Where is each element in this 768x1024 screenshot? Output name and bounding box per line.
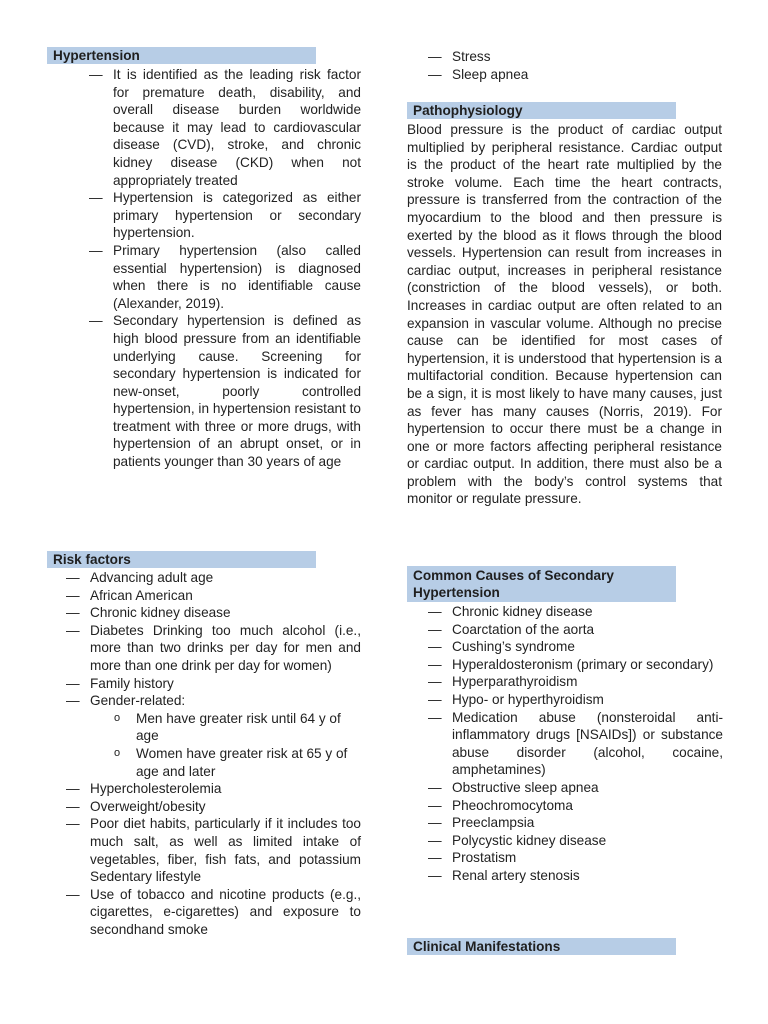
list-item-text: Secondary hypertension is defined as high blood pressure from an identifiable underlying cause. Screening for secondary hypertension is indicated for new-onset, poorly controlled hypertension, in hypertension resistant to treatment with three or more drugs, with hypertension of an abrupt onset, or in patients younger than 30 years of age (113, 313, 361, 470)
list-item (428, 673, 723, 691)
list-item (66, 569, 361, 587)
dash-marker: — (66, 570, 80, 585)
secondary-causes-header: Common Causes of Secondary Hypertension (407, 566, 676, 602)
dash-marker: — (66, 622, 80, 638)
dash-marker: — (428, 815, 442, 831)
dash-marker: — (428, 709, 442, 725)
dash-marker: — (428, 691, 442, 707)
list-item (428, 867, 723, 885)
list-item (428, 691, 723, 709)
risk-factors-list (66, 569, 361, 938)
circle-bullet-icon: o (114, 746, 121, 759)
dash-marker: — (428, 49, 442, 64)
list-item (428, 66, 723, 84)
list-item-text: Prostatism (452, 850, 517, 866)
list-item (428, 656, 723, 674)
dash-marker: — (66, 693, 80, 709)
dash-marker: — (66, 675, 80, 691)
list-item (66, 780, 361, 798)
list-item-text: It is identified as the leading risk factor for premature death, disability, and overall disease burden worldwide because it may lead to cardiovascular disease (CVD), stroke, and chronic kidney disease (CKD) when not appropriately treated (113, 67, 361, 188)
sub-list-item-text: Men have greater risk until 64 y of age (136, 710, 341, 744)
list-item (428, 638, 723, 656)
dash-marker: — (89, 242, 103, 258)
list-item-text: Obstructive sleep apnea (452, 779, 599, 795)
list-item (89, 66, 361, 189)
dash-marker: — (66, 605, 80, 621)
dash-marker: — (428, 656, 442, 672)
dash-marker: — (428, 639, 442, 655)
dash-marker: — (428, 832, 442, 848)
dash-marker: — (428, 66, 442, 82)
pathophysiology-header: Pathophysiology (407, 102, 676, 119)
list-item (66, 692, 361, 780)
list-item (428, 603, 723, 621)
dash-marker: — (428, 604, 442, 619)
list-item (428, 797, 723, 815)
dash-marker: — (89, 67, 103, 82)
dash-marker: — (66, 886, 80, 902)
list-item-text: Diabetes Drinking too much alcohol (i.e., more than two drinks per day for men and more than one drink per day for women) (90, 622, 361, 673)
list-item-text: Hypo- or hyperthyroidism (452, 691, 604, 707)
dash-marker: — (428, 797, 442, 813)
list-item-text: Poor diet habits, particularly if it includes too much salt, as well as limited intake of vegetables, fiber, fish fats, and potassium Sedentary lifestyle (90, 816, 361, 885)
list-item (428, 832, 723, 850)
dash-marker: — (428, 779, 442, 795)
list-item-text: Gender-related: (90, 693, 186, 709)
dash-marker: — (89, 190, 103, 206)
gender-sublist (111, 710, 361, 780)
hypertension-header: Hypertension (47, 47, 316, 64)
list-item (89, 242, 361, 312)
list-item-text: African American (90, 587, 193, 603)
circle-bullet-icon: o (114, 711, 121, 724)
risk-factors-continued-list (428, 48, 723, 83)
list-item-text: Hypercholesterolemia (90, 781, 222, 797)
list-item (428, 621, 723, 639)
list-item (428, 779, 723, 797)
list-item-text: Medication abuse (nonsteroidal anti-inflammatory drugs [NSAIDs]) or substance abuse disorder (alcohol, cocaine, amphetamines) (452, 709, 723, 778)
dash-marker: — (66, 587, 80, 603)
list-item-text: Primary hypertension (also called essential hypertension) is diagnosed when there is no identifiable cause (Alexander, 2019). (113, 242, 361, 311)
hypertension-list (89, 66, 361, 471)
dash-marker: — (428, 867, 442, 883)
list-item-text: Hypertension is categorized as either primary hypertension or secondary hypertension. (113, 190, 361, 241)
list-item-text: Advancing adult age (90, 570, 214, 585)
list-item-text: Hyperaldosteronism (primary or secondary) (452, 656, 714, 672)
list-item (66, 622, 361, 675)
secondary-causes-list (428, 603, 723, 885)
list-item (89, 189, 361, 242)
sub-list-item (111, 710, 361, 745)
sub-list-item (111, 745, 361, 780)
list-item (66, 798, 361, 816)
list-item-text: Preeclampsia (452, 815, 535, 831)
list-item (428, 48, 723, 66)
list-item-text: Family history (90, 675, 174, 691)
dash-marker: — (89, 313, 103, 329)
list-item-text: Hyperparathyroidism (452, 674, 578, 690)
dash-marker: — (66, 781, 80, 797)
list-item (66, 815, 361, 885)
list-item-text: Chronic kidney disease (452, 604, 593, 619)
pathophysiology-text: Blood pressure is the product of cardiac output multiplied by peripheral resistance. Cardiac output is the product of the heart rate multiplied by the stroke volume. Each time the heart contracts, pressure is transferred from the contraction of the myocardium to the blood and then pressure is exerted by the blood as it flows through the blood vessels. Hypertension can result from increases in cardiac output, increases in peripheral resistance (constriction of the blood vessels), or both. Increases in cardiac output are often related to an expansion in vascular volume. Although no precise cause can be identified for most cases of hypertension, it is understood that hypertension is a multifactorial condition. Because hypertension can be a sign, it is most likely to have many causes, just as fever has many causes (Norris, 2019). For hypertension to occur there must be a change in one or more factors affecting peripheral resistance or cardiac output. In addition, there must also be a problem with the body’s control systems that monitor or regulate pressure. (407, 122, 722, 507)
dash-marker: — (428, 850, 442, 866)
list-item-text: Use of tobacco and nicotine products (e.g., cigarettes, e-cigarettes) and exposure to secondhand smoke (90, 886, 361, 937)
list-item-text: Polycystic kidney disease (452, 832, 607, 848)
sub-list-item-text: Women have greater risk at 65 y of age and later (136, 745, 348, 779)
list-item-text: Renal artery stenosis (452, 867, 580, 883)
list-item-text: Pheochromocytoma (452, 797, 573, 813)
list-item-text: Stress (452, 49, 491, 64)
list-item (66, 675, 361, 693)
list-item-text: Coarctation of the aorta (452, 621, 595, 637)
dash-marker: — (66, 816, 80, 832)
list-item-text: Chronic kidney disease (90, 605, 231, 621)
list-item-text: Overweight/obesity (90, 798, 206, 814)
list-item (89, 312, 361, 470)
dash-marker: — (428, 621, 442, 637)
list-item (66, 587, 361, 605)
list-item (428, 814, 723, 832)
list-item-text: Sleep apnea (452, 66, 529, 82)
list-item (428, 849, 723, 867)
list-item-text: Cushing’s syndrome (452, 639, 575, 655)
risk-factors-header: Risk factors (47, 551, 316, 568)
list-item (66, 604, 361, 622)
list-item (66, 886, 361, 939)
dash-marker: — (428, 674, 442, 690)
list-item (428, 709, 723, 779)
clinical-manifestations-header: Clinical Manifestations (407, 938, 676, 955)
dash-marker: — (66, 798, 80, 814)
